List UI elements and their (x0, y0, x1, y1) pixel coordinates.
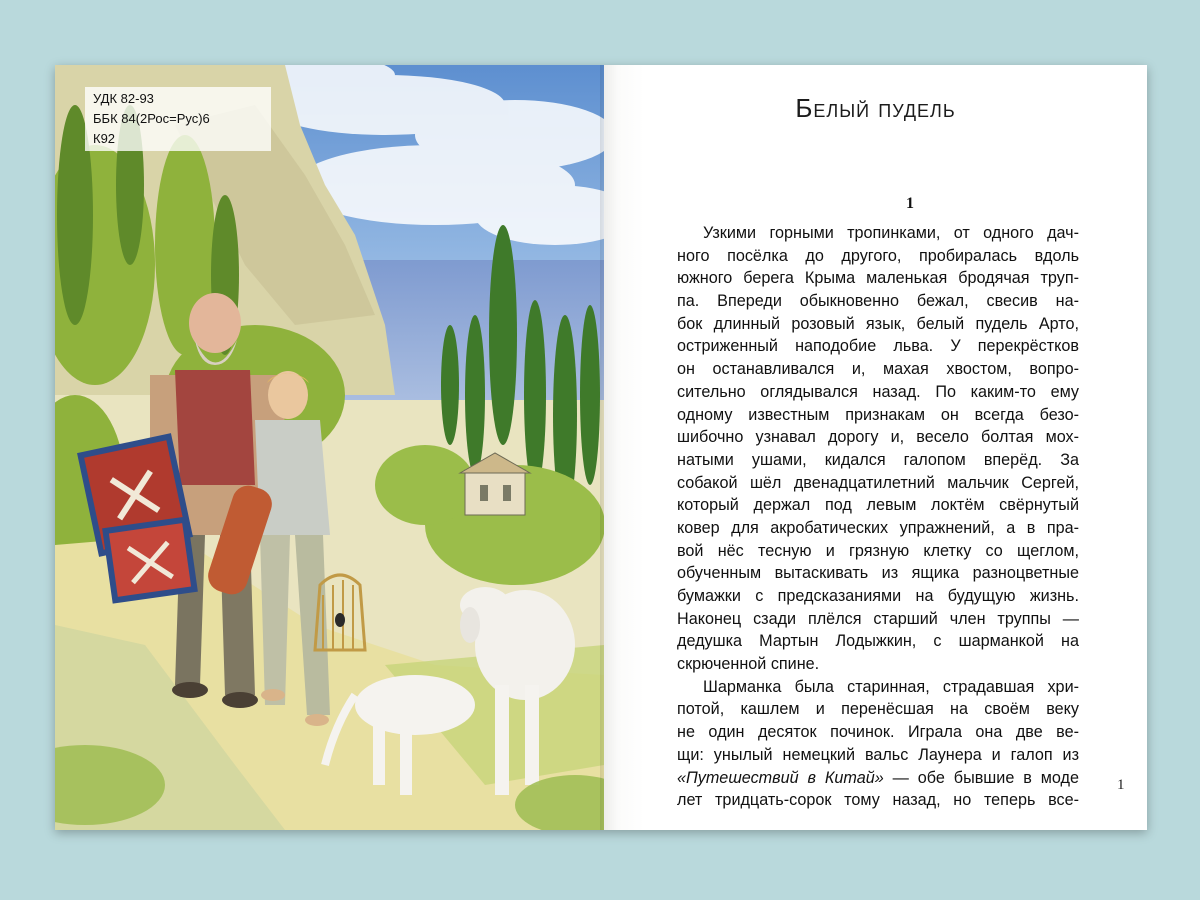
illustration-page (55, 65, 604, 830)
text-line: он останавливался и, махая хвостом, вопро- (677, 360, 1079, 379)
text-line: остриженный наподобие льва. У перекрёстков (677, 337, 1079, 356)
chapter-number: 1 (906, 195, 914, 212)
author-code: К92 (93, 131, 116, 146)
text-line (677, 767, 1079, 790)
text-line: вой нёс тесную и грязную клетку со щеглом, (677, 541, 1079, 560)
text-line: бок длинный розовый язык, белый пудель Арто, (677, 314, 1079, 333)
text-line: скрюченной спине. (677, 655, 820, 674)
text-line: обученным вытаскивать из ящика разноцветные (677, 564, 1079, 583)
text-line: одному известным признакам он всегда безо- (677, 405, 1079, 424)
text-line: шибочно узнавал дорогу и, весело болтая мох- (677, 428, 1079, 447)
text-line: который держал под левым локтём свёрнутый (677, 496, 1079, 515)
text-line: собакой шёл двенадцатилетний мальчик Сергей, (677, 473, 1079, 492)
bibliographic-codes (85, 87, 271, 151)
text-line: потой, кашлем и перенёсшая на своём веку (677, 700, 1079, 719)
text-line: южного берега Крыма маленькая бродячая труп- (677, 269, 1079, 288)
illustration (55, 65, 604, 830)
text-line: ного посёлка до другого, пробиралась вдоль (677, 246, 1079, 265)
text-line: щи: унылый немецкий вальс Лаунера и галоп из (677, 745, 1079, 764)
text-line: Наконец сзади плёлся старший член труппы — (677, 609, 1079, 628)
text-line: Узкими горными тропинками, от одного дач- (703, 224, 1079, 242)
text-line: бумажки с предсказаниями на будущую жизнь. (677, 587, 1079, 605)
text-line: ковер для акробатических упражнений, а в пра- (677, 518, 1079, 537)
text-line: натыми ушами, кидался галопом вперёд. За (677, 450, 1079, 469)
page-number: 1 (1117, 777, 1125, 793)
text-line: сительно оглядывался назад. По каким-то ему (677, 382, 1079, 401)
udk-code: УДК 82-93 (93, 91, 154, 106)
text-line: па. Впереди обыкновенно бежал, свесив на- (677, 292, 1079, 311)
text-fragment: — обе бывшие в моде (892, 768, 1079, 787)
chapter-title: Белый пудель (795, 93, 956, 123)
body-text (677, 222, 1079, 812)
text-line: дедушка Мартын Лодыжкин, с шарманкой на (677, 632, 1079, 651)
book-spread (55, 65, 1147, 830)
text-page (604, 65, 1147, 830)
text-line: не один десяток починок. Играла она две ве- (677, 723, 1079, 742)
text-line: Шарманка была старинная, страдавшая хри- (703, 677, 1079, 696)
italic-title: «Путешествий в Китай» (677, 768, 884, 787)
bbk-code: ББК 84(2Рос=Рус)6 (93, 111, 210, 126)
text-line: лет тридцать-сорок тому назад, но теперь все- (677, 791, 1079, 810)
